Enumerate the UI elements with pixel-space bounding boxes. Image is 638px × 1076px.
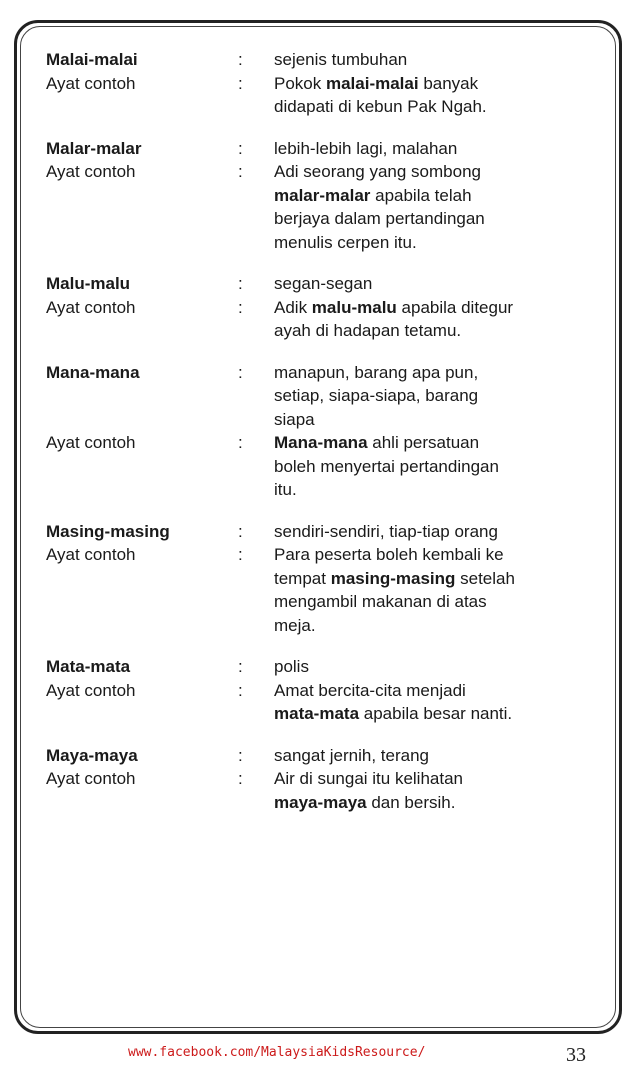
glossary-entry [46,272,591,343]
entry-meaning: siapa [274,409,315,429]
separator-colon: : [238,545,243,564]
example-label [46,567,236,591]
glossary-entries [46,48,591,832]
separator-colon [236,791,274,815]
example-row [46,231,591,255]
entry-word: Masing-masing [46,521,170,541]
sentence-text: ayah di hadapan tetamu. [274,321,462,340]
separator-colon [236,614,274,638]
example-sentence [274,543,591,567]
highlighted-word: malu-malu [311,297,397,317]
entry-meaning: sejenis tumbuhan [274,50,408,69]
example-sentence [274,95,591,119]
separator-colon [236,95,274,119]
example-row [46,543,591,567]
meaning-row [46,655,591,679]
example-label [46,791,236,815]
example-sentence [274,478,591,502]
example-sentence [274,791,591,815]
meaning-row [46,384,591,408]
entry-word: Mana-mana [46,362,140,382]
example-sentence [274,614,591,638]
example-row [46,296,591,320]
sentence-text: apabila telah [370,185,472,205]
example-row [46,431,591,455]
example-sentence [274,431,591,455]
separator-colon [236,455,274,479]
glossary-entry [46,744,591,815]
glossary-entry [46,137,591,255]
example-row [46,567,591,591]
example-label [46,319,236,343]
separator-colon: : [238,362,243,382]
separator-colon: : [238,769,243,788]
example-label: Ayat contoh [46,769,136,788]
separator-colon: : [238,162,243,181]
meaning-row [46,361,591,385]
example-row [46,614,591,638]
example-sentence [274,160,591,184]
example-label [46,590,236,614]
sentence-text: didapati di kebun Pak Ngah. [274,97,487,116]
entry-meaning: sendiri-sendiri, tiap-tiap orang [274,521,498,541]
entry-word: Malu-malu [46,274,131,293]
separator-colon [236,702,274,726]
example-row [46,95,591,119]
sentence-text: menulis cerpen itu. [274,232,417,252]
example-row [46,478,591,502]
example-label [46,231,236,255]
glossary-entry [46,520,591,638]
highlighted-word: mata-mata [274,704,360,723]
sentence-text: mengambil makanan di atas [274,592,487,611]
entry-word: Malai-malai [46,50,138,69]
sentence-text: itu. [274,480,297,499]
separator-colon [236,590,274,614]
example-row [46,767,591,791]
separator-colon [236,408,274,432]
example-label [46,184,236,208]
meaning-row [46,272,591,296]
example-row [46,319,591,343]
separator-colon: : [238,138,243,158]
entry-word: Maya-maya [46,745,138,765]
example-row [46,160,591,184]
example-sentence [274,679,591,703]
separator-colon [236,567,274,591]
entry-meaning: setiap, siapa-siapa, barang [274,386,479,405]
entry-word [46,384,236,408]
example-row [46,207,591,231]
separator-colon: : [238,680,243,700]
example-label [46,95,236,119]
sentence-text: Adik [274,297,312,317]
example-label [46,455,236,479]
entry-meaning: sangat jernih, terang [274,745,429,765]
example-row [46,791,591,815]
example-row [46,72,591,96]
example-sentence [274,231,591,255]
example-label [46,478,236,502]
example-row [46,455,591,479]
sentence-text: setelah [455,568,515,588]
glossary-entry [46,48,591,119]
entry-meaning: segan-segan [274,274,373,293]
sentence-text: berjaya dalam pertandingan [274,209,485,228]
example-label: Ayat contoh [46,297,136,317]
example-label [46,702,236,726]
glossary-entry [46,655,591,726]
entry-meaning: lebih-lebih lagi, malahan [274,138,458,158]
separator-colon: : [238,521,243,541]
entry-word: Malar-malar [46,138,142,158]
sentence-text: Amat bercita-cita menjadi [274,680,466,700]
entry-word [46,408,236,432]
sentence-text: Pokok [274,73,326,93]
separator-colon: : [238,745,243,765]
entry-word: Mata-mata [46,657,131,676]
separator-colon [236,478,274,502]
example-sentence [274,590,591,614]
example-sentence [274,767,591,791]
highlighted-word: Mana-mana [274,433,368,452]
example-sentence [274,72,591,96]
example-row [46,679,591,703]
example-label [46,614,236,638]
sentence-text: boleh menyertai pertandingan [274,456,499,476]
separator-colon: : [238,657,243,676]
sentence-text: apabila besar nanti. [359,704,513,723]
sentence-text: tempat [274,568,331,588]
footer-url[interactable]: www.facebook.com/MalaysiaKidsResource/ [128,1045,426,1060]
separator-colon [236,231,274,255]
entry-meaning: polis [274,657,309,676]
example-label: Ayat contoh [46,73,136,93]
sentence-text: Para peserta boleh kembali ke [274,545,504,564]
example-sentence [274,296,591,320]
separator-colon: : [238,297,243,317]
separator-colon: : [238,433,243,452]
example-label: Ayat contoh [46,680,136,700]
sentence-text: banyak [418,73,479,93]
sentence-text: ahli persatuan [367,433,480,452]
meaning-row [46,137,591,161]
highlighted-word: malai-malai [325,73,419,93]
meaning-row [46,408,591,432]
meaning-row [46,48,591,72]
example-sentence [274,567,591,591]
example-sentence [274,455,591,479]
sentence-text: Adi seorang yang sombong [274,162,481,181]
highlighted-word: maya-maya [274,792,367,812]
separator-colon: : [238,274,243,293]
example-label: Ayat contoh [46,433,136,452]
sentence-text: Air di sungai itu kelihatan [274,769,464,788]
separator-colon: : [238,73,243,93]
page-number: 33 [566,1044,586,1066]
sentence-text: apabila ditegur [396,297,514,317]
example-sentence [274,207,591,231]
example-row [46,184,591,208]
example-row [46,702,591,726]
sentence-text: meja. [274,615,316,635]
highlighted-word: malar-malar [274,185,371,205]
example-row [46,590,591,614]
entry-meaning: manapun, barang apa pun, [274,362,479,382]
example-label: Ayat contoh [46,545,136,564]
separator-colon [236,207,274,231]
example-sentence [274,702,591,726]
separator-colon [236,319,274,343]
sentence-text: dan bersih. [366,792,456,812]
example-label: Ayat contoh [46,162,136,181]
separator-colon: : [238,50,243,69]
meaning-row [46,520,591,544]
separator-colon [236,384,274,408]
separator-colon [236,184,274,208]
example-sentence [274,319,591,343]
glossary-entry [46,361,591,502]
highlighted-word: masing-masing [330,568,456,588]
meaning-row [46,744,591,768]
example-sentence [274,184,591,208]
example-label [46,207,236,231]
